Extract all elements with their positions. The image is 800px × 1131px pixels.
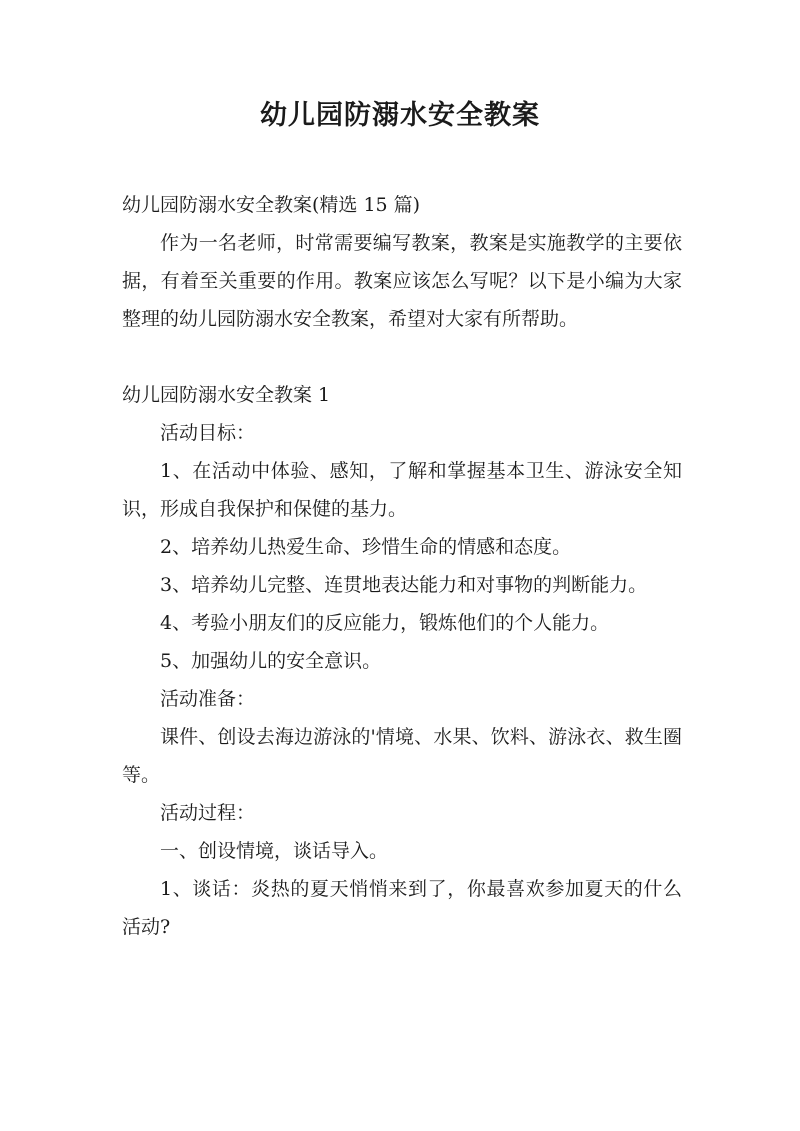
goal-item: 4、考验小朋友们的反应能力，锻炼他们的个人能力。 bbox=[160, 612, 610, 634]
goal-item: 3、培养幼儿完整、连贯地表达能力和对事物的判断能力。 bbox=[160, 574, 648, 596]
prep-text: 课件、创设去海边游泳的'情境、水果、饮料、游泳衣、救生圈等。 bbox=[122, 726, 682, 786]
process-step: 一、创设情境，谈话导入。 bbox=[160, 840, 389, 862]
goal-item: 2、培养幼儿热爱生命、珍惜生命的情感和态度。 bbox=[160, 536, 572, 558]
goal-item: 1、在活动中体验、感知，了解和掌握基本卫生、游泳安全知识，形成自我保护和保健的基力。 bbox=[122, 460, 682, 520]
intro-paragraph: 作为一名老师，时常需要编写教案，教案是实施教学的主要依据，有着至关重要的作用。教案应该怎么写呢？以下是小编为大家整理的幼儿园防溺水安全教案，希望对大家有所帮助。 bbox=[122, 232, 682, 330]
prep-heading: 活动准备： bbox=[160, 688, 256, 710]
document-body bbox=[122, 186, 682, 946]
section-title: 幼儿园防溺水安全教案 1 bbox=[122, 384, 331, 406]
goals-heading: 活动目标： bbox=[160, 422, 256, 444]
goal-item: 5、加强幼儿的安全意识。 bbox=[160, 650, 382, 672]
process-step: 1、谈话：炎热的夏天悄悄来到了，你最喜欢参加夏天的什么活动? bbox=[122, 878, 682, 938]
paragraph-gap bbox=[122, 338, 682, 376]
process-heading: 活动过程： bbox=[160, 802, 256, 824]
document-title: 幼儿园防溺水安全教案 bbox=[260, 100, 540, 131]
document-subtitle: 幼儿园防溺水安全教案(精选 15 篇) bbox=[122, 194, 421, 216]
